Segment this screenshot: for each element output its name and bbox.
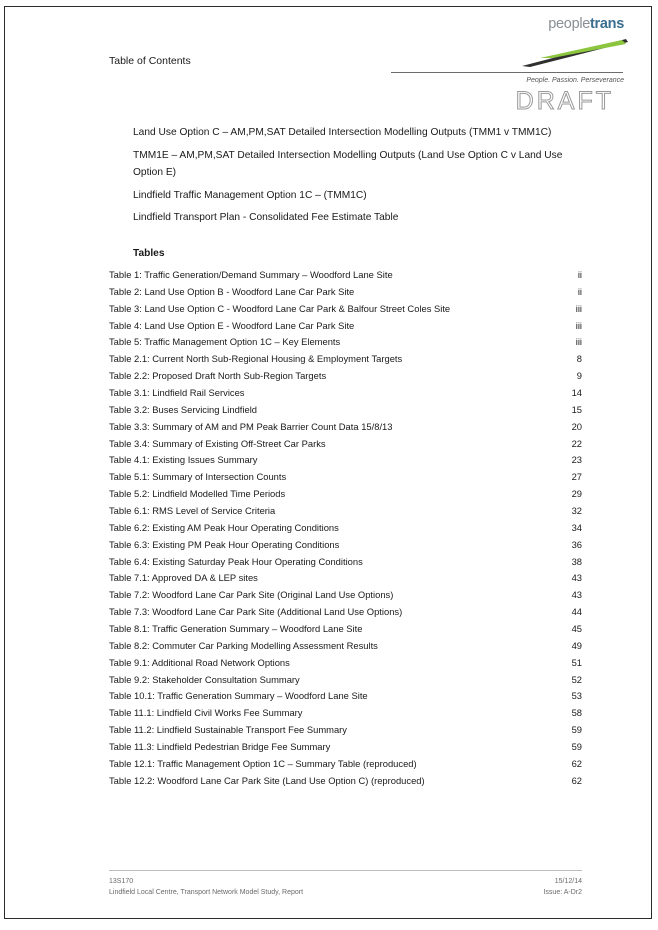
appendix-list — [133, 124, 581, 232]
toc-row[interactable] — [109, 266, 582, 283]
toc-entry-page: 45 — [571, 622, 582, 634]
toc-row[interactable] — [109, 772, 582, 789]
toc-row[interactable] — [109, 536, 582, 553]
toc-row[interactable] — [109, 586, 582, 603]
toc-entry-label: Table 3.1: Lindfield Rail Services — [109, 386, 245, 398]
toc-entry-label: Table 5: Traffic Management Option 1C – Key Elements — [109, 336, 341, 348]
toc-entry-label: Table 1: Traffic Generation/Demand Summary – Woodford Lane Site — [109, 268, 393, 280]
toc-row[interactable] — [109, 451, 582, 468]
toc-row[interactable] — [109, 519, 582, 536]
toc-entry-page: 32 — [571, 504, 582, 516]
toc-entry-page: 49 — [571, 639, 582, 651]
toc-row[interactable] — [109, 704, 582, 721]
logo-swoosh-icon — [522, 36, 630, 68]
toc-entry-label: Table 5.1: Summary of Intersection Counts — [109, 471, 287, 483]
toc-entry-label: Table 2: Land Use Option B - Woodford Lane Car Park Site — [109, 285, 355, 297]
logo-text-bold: trans — [590, 16, 624, 32]
toc-entry-page: iii — [575, 319, 582, 331]
toc-row[interactable] — [109, 654, 582, 671]
page-title: Table of Contents — [109, 55, 191, 67]
toc-row[interactable] — [109, 637, 582, 654]
toc-entry-page: 20 — [571, 420, 582, 432]
toc-entry-label: Table 3.3: Summary of AM and PM Peak Barrier Count Data 15/8/13 — [109, 420, 393, 432]
toc-entry-page: 27 — [571, 471, 582, 483]
header-divider — [391, 72, 623, 73]
toc-entry-label: Table 3.4: Summary of Existing Off-Street Car Parks — [109, 437, 326, 449]
toc-entry-page: 62 — [571, 757, 582, 769]
footer-right — [543, 876, 582, 898]
toc-row[interactable] — [109, 755, 582, 772]
toc-entry-page: ii — [577, 285, 582, 297]
logo-wordmark — [548, 16, 624, 32]
footer-divider — [109, 870, 582, 871]
draft-watermark: DRAFT — [515, 87, 614, 115]
toc-row[interactable] — [109, 671, 582, 688]
toc-row[interactable] — [109, 620, 582, 637]
toc-entry-page: 15 — [571, 403, 582, 415]
toc-entry-label: Table 2.1: Current North Sub-Regional Housing & Employment Targets — [109, 353, 403, 365]
toc-row[interactable] — [109, 367, 582, 384]
appendix-item[interactable]: Lindfield Transport Plan - Consolidated Fee Estimate Table — [133, 212, 399, 223]
toc-entry-label: Table 9.1: Additional Road Network Options — [109, 656, 290, 668]
toc-entry-page: 14 — [571, 386, 582, 398]
toc-entry-page: 36 — [571, 538, 582, 550]
toc-row[interactable] — [109, 721, 582, 738]
toc-entry-page: 23 — [571, 454, 582, 466]
toc-row[interactable] — [109, 502, 582, 519]
tagline: People. Passion. Perseverance — [526, 77, 624, 84]
toc-entry-label: Table 6.4: Existing Saturday Peak Hour Operating Conditions — [109, 555, 363, 567]
toc-entry-page: 43 — [571, 589, 582, 601]
toc-entry-page: 9 — [576, 370, 582, 382]
toc-entry-label: Table 6.3: Existing PM Peak Hour Operating Conditions — [109, 538, 340, 550]
toc-row[interactable] — [109, 350, 582, 367]
toc-entry-label: Table 12.1: Traffic Management Option 1C – Summary Table (reproduced) — [109, 757, 417, 769]
toc-entry-page: iii — [575, 302, 582, 314]
toc-entry-label: Table 6.1: RMS Level of Service Criteria — [109, 504, 276, 516]
appendix-item[interactable]: Lindfield Traffic Management Option 1C – (TMM1C) — [133, 189, 367, 201]
toc-entry-label: Table 11.3: Lindfield Pedestrian Bridge Fee Summary — [109, 740, 331, 752]
toc-entry-label: Table 7.2: Woodford Lane Car Park Site (Original Land Use Options) — [109, 589, 394, 601]
report-title: Lindfield Local Centre, Transport Network Model Study, Report — [109, 889, 304, 896]
toc-row[interactable] — [109, 333, 582, 350]
toc-entry-page: 44 — [571, 606, 582, 618]
appendix-item[interactable]: TMM1E – AM,PM,SAT Detailed Intersection Modelling Outputs (Land Use Option C v Land Use Option E) — [133, 149, 563, 178]
toc-row[interactable] — [109, 317, 582, 334]
toc-entry-label: Table 6.2: Existing AM Peak Hour Operating Conditions — [109, 521, 339, 533]
logo-text-light: people — [548, 16, 591, 32]
issue-number: Issue: A-Dr2 — [543, 889, 582, 896]
tables-heading: Tables — [133, 248, 165, 259]
toc-entry-page: 34 — [571, 521, 582, 533]
issue-date: 15/12/14 — [554, 878, 582, 885]
toc-entry-page: 51 — [571, 656, 582, 668]
toc-entry-page: 59 — [571, 740, 582, 752]
toc-entry-label: Table 4.1: Existing Issues Summary — [109, 454, 258, 466]
toc-entry-page: 22 — [571, 437, 582, 449]
toc-row[interactable] — [109, 283, 582, 300]
toc-row[interactable] — [109, 553, 582, 570]
toc-entry-label: Table 4: Land Use Option E - Woodford Lane Car Park Site — [109, 319, 355, 331]
toc-row[interactable] — [109, 401, 582, 418]
toc-entry-page: 43 — [571, 572, 582, 584]
project-number: 13S170 — [109, 878, 134, 885]
toc-row[interactable] — [109, 485, 582, 502]
toc-row[interactable] — [109, 435, 582, 452]
toc-row[interactable] — [109, 738, 582, 755]
toc-entry-page: 29 — [571, 488, 582, 500]
toc-entry-label: Table 7.1: Approved DA & LEP sites — [109, 572, 258, 584]
toc-entry-page: 38 — [571, 555, 582, 567]
toc-row[interactable] — [109, 384, 582, 401]
toc-entry-page: 62 — [571, 774, 582, 786]
toc-row[interactable] — [109, 418, 582, 435]
toc-row[interactable] — [109, 468, 582, 485]
toc-entry-label: Table 8.1: Traffic Generation Summary – Woodford Lane Site — [109, 622, 363, 634]
toc-entry-label: Table 9.2: Stakeholder Consultation Summary — [109, 673, 300, 685]
toc-entry-page: 8 — [576, 353, 582, 365]
toc-entry-page: 52 — [571, 673, 582, 685]
toc-entry-label: Table 8.2: Commuter Car Parking Modelling Assessment Results — [109, 639, 378, 651]
toc-row[interactable] — [109, 569, 582, 586]
toc-entry-label: Table 2.2: Proposed Draft North Sub-Region Targets — [109, 370, 327, 382]
toc-entry-label: Table 7.3: Woodford Lane Car Park Site (Additional Land Use Options) — [109, 606, 403, 618]
toc-row[interactable] — [109, 687, 582, 704]
toc-entry-page: 53 — [571, 690, 582, 702]
toc-row[interactable] — [109, 603, 582, 620]
toc-entry-label: Table 3.2: Buses Servicing Lindfield — [109, 403, 258, 415]
toc-entry-label: Table 5.2: Lindfield Modelled Time Periods — [109, 488, 286, 500]
toc-entry-page: 59 — [571, 724, 582, 736]
toc-entry-page: 58 — [571, 707, 582, 719]
toc-entry-label: Table 12.2: Woodford Lane Car Park Site (Land Use Option C) (reproduced) — [109, 774, 425, 786]
toc-entry-label: Table 10.1: Traffic Generation Summary – Woodford Lane Site — [109, 690, 368, 702]
toc-entry-label: Table 3: Land Use Option C - Woodford Lane Car Park & Balfour Street Coles Site — [109, 302, 451, 314]
tables-list — [109, 266, 582, 789]
appendix-item[interactable]: Land Use Option C – AM,PM,SAT Detailed Intersection Modelling Outputs (TMM1 v TMM1C) — [133, 127, 552, 138]
toc-entry-label: Table 11.2: Lindfield Sustainable Transport Fee Summary — [109, 724, 347, 736]
toc-row[interactable] — [109, 300, 582, 317]
toc-entry-label: Table 11.1: Lindfield Civil Works Fee Summary — [109, 707, 303, 719]
peopletrans-logo — [492, 14, 632, 84]
footer-left — [109, 876, 303, 898]
toc-entry-page: iii — [575, 336, 582, 348]
toc-entry-page: ii — [577, 268, 582, 280]
